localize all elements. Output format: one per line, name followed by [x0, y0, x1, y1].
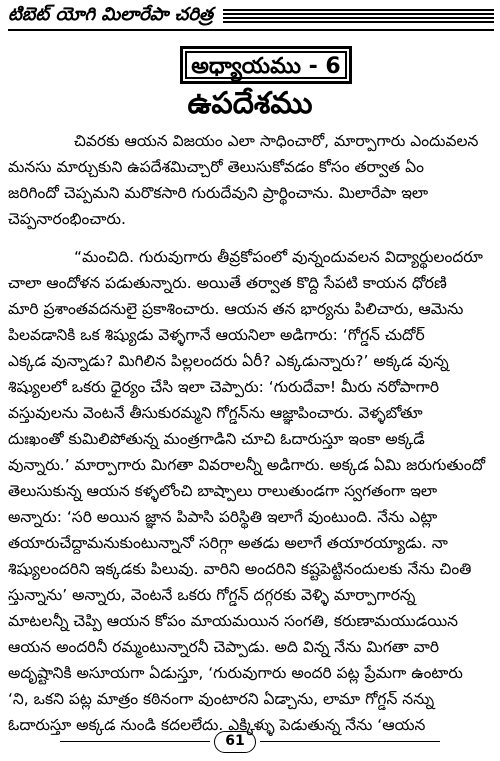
text-line: మాటలన్నీ చెప్పి ఆయన కోపం మాయమయిన సంగతి, కరుణామయుడయిన [8, 612, 459, 630]
text-line: చెప్పనారంభించారు. [8, 210, 126, 228]
text-line: వున్నారు.’ మార్పాగారు మిగతా వివరాలన్నీ అడిగారు. అక్కడ ఏమి జరుగుతుందో [8, 456, 486, 474]
body-text [8, 128, 492, 738]
text-line: ‘ని, ఒకని పట్ల మాత్రం కఠినంగా వుంటారని ఏడ్చాను, లామా గోగ్డన్ నన్ను [8, 690, 435, 708]
text-line: చాలా ఆందోళన పడుతున్నారు. అయితే తర్వాత కొద్ది సేపటి కాయన ధోరణి [8, 274, 447, 292]
header-divider [8, 29, 494, 31]
section-title: ఉపదేశము [187, 86, 313, 121]
text-line: జరిగిందో చెప్పమని మరొకసారి గురుదేవుని ప్రార్థించాను. మిలారేపా ఇలా [8, 184, 429, 202]
text-line: తెలుసుకున్న ఆయన కళ్ళలోంచి బాష్పాలు రాలుతుండగా స్వగతంగా ఇలా [8, 482, 438, 500]
page-number: 61 [214, 731, 256, 753]
text-line: అదృష్టానికి అసూయగా ఏడుస్తూ, ‘గురువుగారు అందరి పట్ల ప్రేమగా ఉంటారు [8, 664, 463, 682]
chapter-label: అధ్యాయము - 6 [191, 54, 341, 79]
running-title: టిబెట్ యోగి మిలారేపా చరిత్ర [8, 4, 213, 25]
text-line: శిష్యులలో ఒకరు ధైర్యం చేసి ఇలా చెప్పారు: ‘గురుదేవా! మీరు నరోపాగారి [8, 378, 440, 396]
text-line: మనసు మార్చుకుని ఉపదేశమిచ్చారో తెలుసుకోవడం కోసం తర్వాత ఏం [8, 158, 425, 176]
text-line: వస్తువులను వెంటనే తీసుకురమ్మని గోగ్డన్‌ను ఆజ్ఞాపించారు. వెళ్ళబోతూ [8, 404, 423, 422]
footer-rule-left [60, 741, 210, 742]
text-line: మారి ప్రశాంతవదనులై ప్రకాశించారు. ఆయన తన భార్యను పిలిచారు, ఆమెను [8, 300, 464, 318]
text-line: అన్నారు: ‘సరి అయిన జ్ఞాన పిపాసి పరిస్థితి ఇలాగే వుంటుంది. నేను ఎట్లా [8, 508, 438, 526]
text-line: దుఃఖంతో కుమిలిపోతున్న మంత్రగాడిని చూచి ఓదారుస్తూ ఇంకా అక్కడే [8, 430, 425, 448]
running-header [8, 2, 494, 32]
chapter-heading-box [180, 46, 352, 84]
text-line: “మంచిది. గురువుగారు తీవ్రకోపంలో వున్నందువలన విద్యార్థులందరూ [74, 248, 483, 266]
text-line: స్తున్నాను’ అన్నారు, వెంటనే ఒకరు గోగ్డన్ దగ్గరకు వెళ్ళి మార్పాగారన్న [8, 586, 416, 604]
paragraph-2 [8, 244, 492, 738]
paragraph-1 [8, 128, 492, 232]
text-line: పిలవడానికి ఒక శిష్యుడు వెళ్ళగానే ఆయనిలా అడిగారు: ‘గోగ్డన్ చుదోర్ [8, 326, 425, 344]
header-rule-lines [223, 9, 494, 23]
text-line: ఆయన అందరినీ రమ్మంటున్నారనీ చెప్పాడు. అది విన్న నేను మిగతా వారి [8, 638, 440, 656]
text-line: ఎక్కడ వున్నాడు? మిగిలిన పిల్లలందరు ఏరీ? ఎక్కడున్నారు?’ అక్కడ వున్న [8, 352, 449, 370]
text-line: శిష్యులందరిని ఇక్కడకు పిలువు. వారిని అందరిని కష్టపెట్టినందులకు నేను చింతి [8, 560, 472, 578]
footer-rule-right [260, 741, 440, 742]
text-line: చివరకు ఆయన విజయం ఎలా సాధించారో, మార్పాగారు ఎందువలన [74, 132, 479, 150]
text-line: ఓదారుస్తూ అక్కడ నుండి కదలలేదు. ఎక్కిళ్ళు పెడుతున్న నేను ‘ఆయన [8, 716, 426, 734]
text-line: తయారుచేద్దామనుకుంటున్నానో సరిగ్గా అతడు అలాగే తయారయ్యాడు. నా [8, 534, 448, 552]
